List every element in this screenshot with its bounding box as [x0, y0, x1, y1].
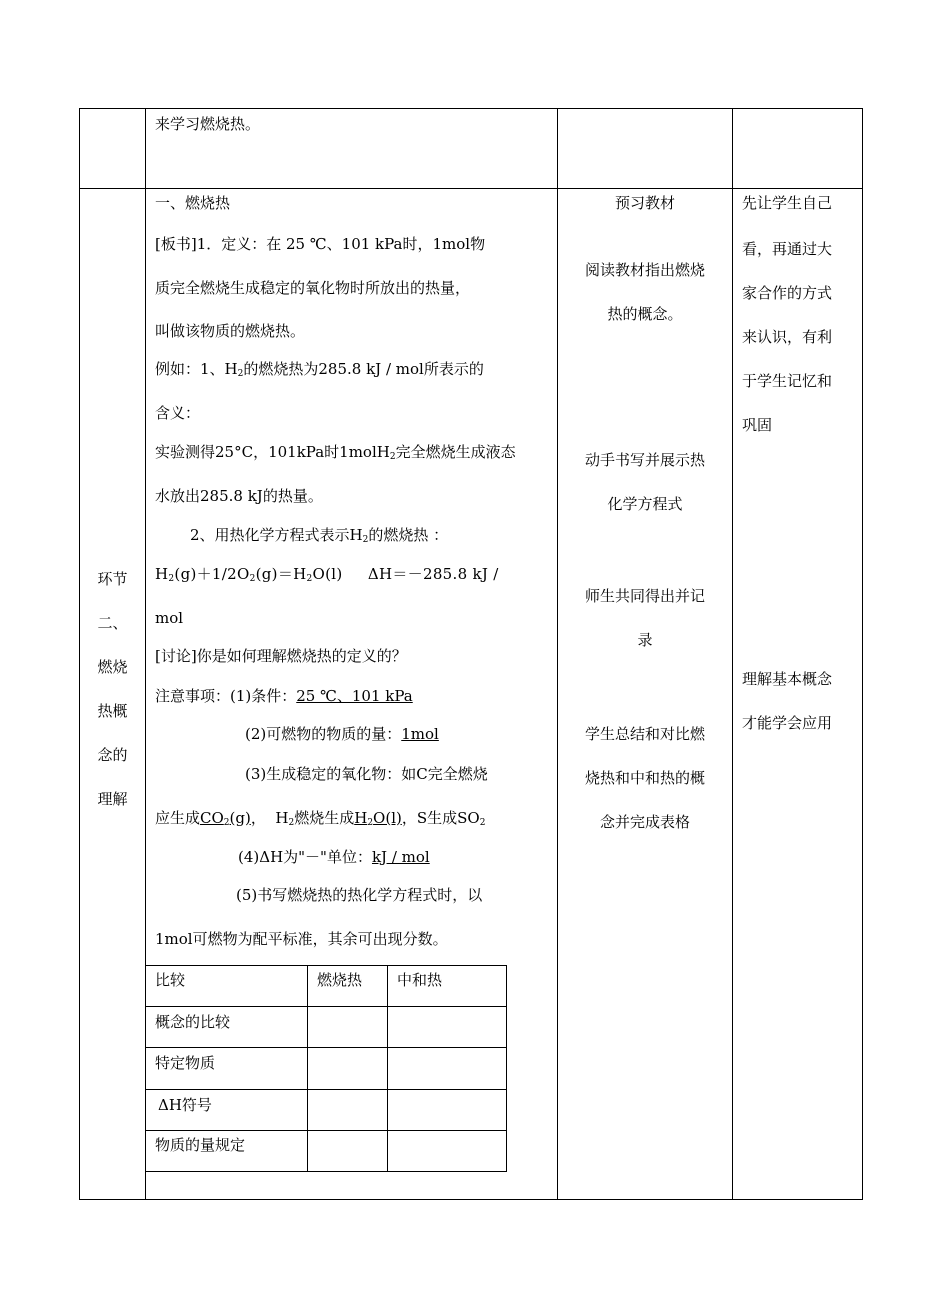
intent-line: 看，再通过大 — [742, 240, 833, 258]
definition-line: [板书]1．定义：在 25 ℃、101 kPa时，1mol物 — [155, 235, 486, 253]
discussion-line: [讨论]你是如何理解燃烧热的定义的？ — [155, 647, 407, 665]
activity-line: 烧热和中和热的概 — [584, 769, 705, 787]
note-3: (3)生成稳定的氧化物：如C完全燃烧 — [245, 765, 488, 783]
note-5-cont: 1mol可燃物为配平标准，其余可出现分数。 — [155, 930, 448, 948]
cmp-hline — [145, 1130, 507, 1131]
example-line: 例如：1、$H_2$的燃烧热为285.8 kJ / mol所表示的 — [155, 360, 484, 379]
cmp-row-label: ΔH符号 — [158, 1096, 212, 1114]
activity-line: 热的概念。 — [607, 305, 683, 323]
activity-line: 预习教材 — [614, 194, 675, 212]
example-line: 含义： — [155, 404, 201, 422]
table-border-right — [862, 108, 863, 1200]
cmp-vline — [387, 965, 388, 1172]
note-3-cont: 应生成$CO_2(g)$， $H_2$燃烧生成$H_2O(l)$，S生成$SO_2$ — [155, 809, 486, 828]
stage-label-line: 二、 — [97, 614, 128, 632]
activity-line: 念并完成表格 — [599, 813, 690, 831]
note-1: 注意事项：(1)条件：25 ℃、101 kPa — [155, 687, 413, 705]
cmp-hline — [145, 1006, 507, 1007]
intent-line: 才能学会应用 — [742, 714, 833, 732]
stage-label-line: 理解 — [97, 790, 128, 808]
table-border-bottom — [79, 1199, 863, 1200]
table-divider-1 — [145, 108, 146, 1200]
table-border-left — [79, 108, 80, 1200]
note-2: (2)可燃物的物质的量：1mol — [245, 725, 439, 743]
intent-line: 巩固 — [742, 416, 773, 434]
activity-line: 动手书写并展示热 — [584, 451, 705, 469]
thermochemical-equation: $H_2(g)+1/2O_2(g)=H_2O(l)$ ΔH＝－285.8 kJ / — [155, 565, 499, 584]
intent-line: 家合作的方式 — [742, 284, 833, 302]
note-5: (5)书写燃烧热的热化学方程式时，以 — [236, 886, 483, 904]
intent-line: 先让学生自己 — [742, 194, 833, 212]
experiment-line: 水放出285.8 kJ的热量。 — [155, 487, 323, 505]
activity-line: 阅读教材指出燃烧 — [584, 261, 705, 279]
cmp-hline — [145, 965, 507, 966]
row1-content-text: 来学习燃烧热。 — [155, 115, 261, 133]
cmp-vline — [307, 965, 308, 1172]
cmp-header-cell: 燃烧热 — [317, 971, 363, 989]
activity-line: 学生总结和对比燃 — [584, 725, 705, 743]
item-2-line: 2、用热化学方程式表示$H_2$的燃烧热 ： — [190, 526, 449, 545]
activity-line: 师生共同得出并记 — [584, 587, 705, 605]
activity-line: 录 — [637, 631, 653, 649]
stage-label-line: 环节 — [97, 570, 128, 588]
table-divider-3 — [732, 108, 733, 1200]
cmp-row-label: 物质的量规定 — [155, 1136, 246, 1154]
cmp-header-cell: 中和热 — [397, 971, 443, 989]
cmp-row-label: 特定物质 — [155, 1054, 216, 1072]
cmp-header-cell: 比较 — [155, 971, 186, 989]
table-border-top — [79, 108, 863, 109]
cmp-vline — [506, 965, 507, 1172]
definition-line: 叫做该物质的燃烧热。 — [155, 322, 306, 340]
intent-line: 来认识，有利 — [742, 328, 833, 346]
section-heading: 一、燃烧热 — [155, 194, 231, 212]
cmp-hline — [145, 1047, 507, 1048]
intent-line: 理解基本概念 — [742, 670, 833, 688]
thermochemical-equation-unit: mol — [155, 609, 184, 627]
stage-label-line: 燃烧 — [97, 658, 128, 676]
stage-label-line: 念的 — [97, 746, 128, 764]
intent-line: 于学生记忆和 — [742, 372, 833, 390]
table-border-middle — [79, 188, 863, 189]
stage-label-line: 热概 — [97, 702, 128, 720]
cmp-hline — [145, 1089, 507, 1090]
cmp-row-label: 概念的比较 — [155, 1013, 231, 1031]
cmp-hline — [145, 1171, 507, 1172]
definition-line: 质完全燃烧生成稳定的氧化物时所放出的热量， — [155, 279, 471, 297]
experiment-line: 实验测得25°C，101kPa时1molH$_2$完全燃烧生成液态 — [155, 443, 516, 462]
note-4: (4)ΔH为"－"单位：kJ / mol — [238, 848, 430, 866]
activity-line: 化学方程式 — [607, 495, 683, 513]
